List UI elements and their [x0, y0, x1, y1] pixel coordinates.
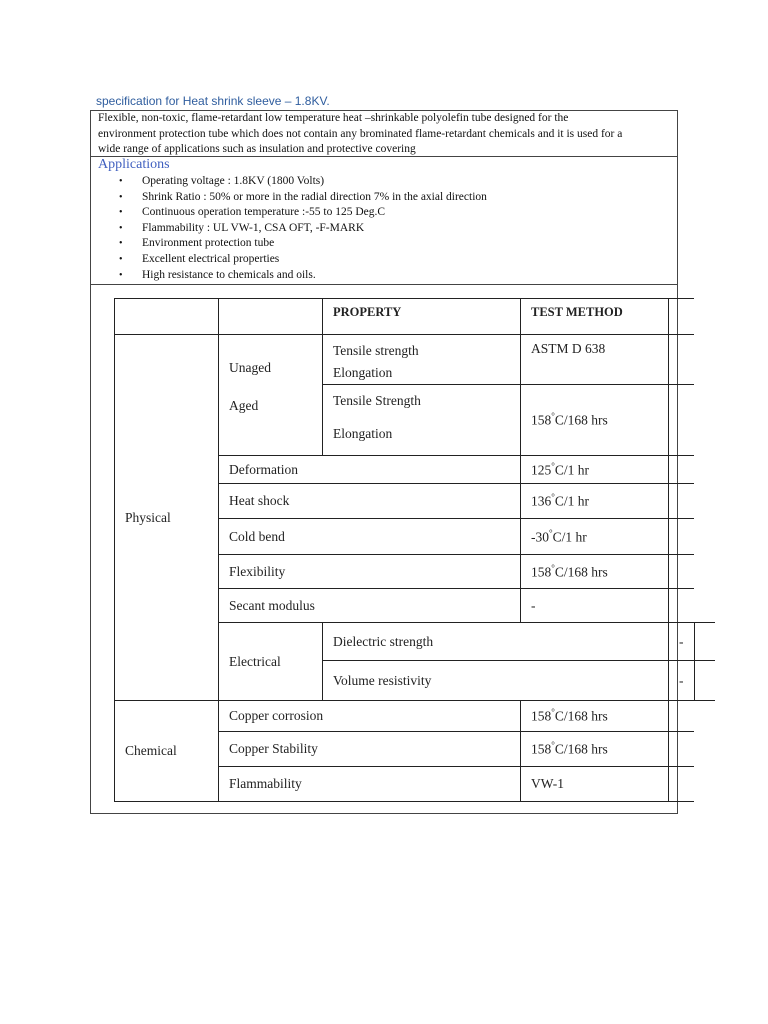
group-electrical: Electrical — [219, 623, 323, 701]
test-method-cell: 136°C/1 hr — [521, 484, 669, 519]
unaged-label: Unaged — [229, 360, 271, 375]
table-cell-empty — [669, 589, 695, 623]
list-item: • Flammability : UL VW-1, CSA OFT, -F-MARK — [91, 221, 487, 237]
bullet-icon: • — [119, 238, 123, 250]
bullet-icon: • — [119, 253, 123, 265]
document-title: specification for Heat shrink sleeve – 1.8KV. — [96, 94, 330, 108]
property-cell: Dielectric strength — [323, 623, 669, 661]
test-method-cell: 125°C/1 hr — [521, 456, 669, 484]
intro-line: Flexible, non-toxic, flame-retardant low temperature heat –shrinkable polyolefin tube designed for the — [98, 112, 569, 124]
list-item: • Environment protection tube — [91, 236, 487, 252]
table-cell-empty — [219, 299, 323, 335]
test-method-cell: - — [521, 589, 669, 623]
test-method-cell: -30°C/1 hr — [521, 519, 669, 555]
test-method-cell: 158°C/168 hrs — [521, 732, 669, 767]
applications-section — [91, 157, 677, 285]
group-chemical: Chemical — [115, 701, 219, 802]
bullet-icon: • — [119, 222, 123, 234]
test-method-cell: - — [669, 661, 695, 701]
bullet-icon: • — [119, 207, 123, 219]
test-method-cell: 158°C/168 hrs — [521, 555, 669, 589]
aged-properties — [323, 385, 521, 456]
table-cell-empty — [694, 661, 715, 701]
properties-table — [114, 298, 715, 802]
table-cell-empty — [669, 385, 695, 456]
bullet-icon: • — [119, 191, 123, 203]
test-method-cell: ASTM D 638 — [521, 335, 669, 385]
property-cell: Volume resistivity — [323, 661, 669, 701]
unaged-aged-labels — [219, 335, 323, 456]
test-method-cell: 158°C/168 hrs — [521, 385, 669, 456]
table-cell-empty — [694, 623, 715, 661]
test-method-cell: VW-1 — [521, 767, 669, 802]
property-cell: Flammability — [219, 767, 521, 802]
property-cell: Deformation — [219, 456, 521, 484]
list-item: • Excellent electrical properties — [91, 252, 487, 268]
intro-line: environment protection tube which does not contain any brominated flame-retardant chemicals and it is used for a — [98, 127, 623, 140]
table-cell-empty — [669, 701, 695, 732]
property-cell: Tensile strength — [333, 343, 419, 358]
property-cell: Copper Stability — [219, 732, 521, 767]
table-row — [115, 335, 715, 385]
list-item: • Operating voltage : 1.8KV (1800 Volts) — [91, 174, 487, 190]
property-cell: Cold bend — [219, 519, 521, 555]
test-method-cell: - — [669, 623, 695, 661]
table-cell-empty — [669, 767, 695, 802]
property-cell: Copper corrosion — [219, 701, 521, 732]
list-item: • Continuous operation temperature :-55 to 125 Deg.C — [91, 205, 487, 221]
table-cell-empty — [669, 299, 695, 335]
table-cell-empty — [115, 299, 219, 335]
applications-list — [91, 174, 487, 283]
bullet-icon: • — [119, 269, 123, 281]
header-test-method: TEST METHOD — [521, 299, 669, 335]
table-header-row — [115, 299, 715, 335]
property-cell: Heat shock — [219, 484, 521, 519]
property-cell: Elongation — [333, 365, 393, 380]
table-cell-empty — [669, 484, 695, 519]
aged-label: Aged — [229, 398, 259, 413]
table-row — [115, 701, 715, 732]
unaged-properties — [323, 335, 521, 385]
table-cell-empty — [669, 732, 695, 767]
list-item: • Shrink Ratio : 50% or more in the radial direction 7% in the axial direction — [91, 190, 487, 206]
bullet-icon: • — [119, 176, 123, 187]
test-method-cell: 158°C/168 hrs — [521, 701, 669, 732]
property-cell: Secant modulus — [219, 589, 521, 623]
table-cell-empty — [669, 555, 695, 589]
group-physical: Physical — [115, 335, 219, 701]
list-item: • High resistance to chemicals and oils. — [91, 268, 487, 284]
property-cell: Elongation — [333, 426, 393, 441]
property-cell: Flexibility — [219, 555, 521, 589]
intro-paragraph — [91, 111, 677, 157]
table-cell-empty — [669, 335, 695, 385]
header-property: PROPERTY — [323, 299, 521, 335]
applications-heading: Applications — [98, 157, 170, 172]
table-cell-empty — [669, 456, 695, 484]
property-cell: Tensile Strength — [333, 393, 421, 408]
table-cell-empty — [669, 519, 695, 555]
intro-line: wide range of applications such as insulation and protective covering — [98, 143, 416, 156]
